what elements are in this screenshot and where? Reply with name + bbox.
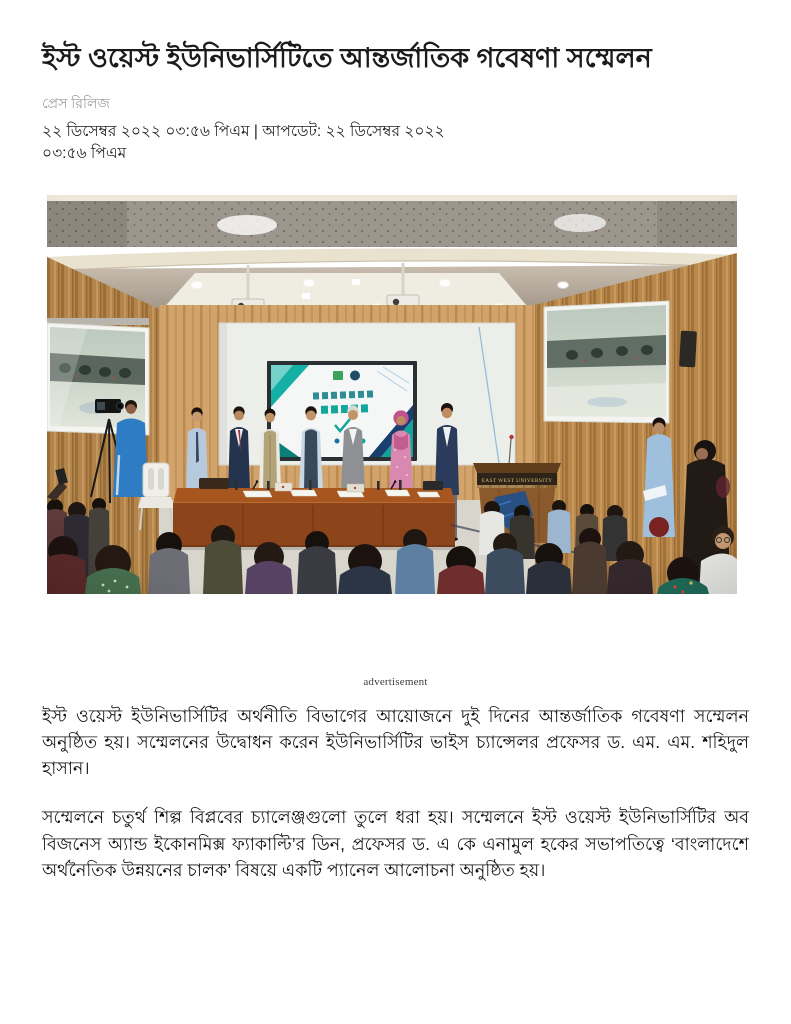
dateline-line2: ০৩:৫৬ পিএম bbox=[42, 145, 127, 163]
article-photo bbox=[47, 195, 737, 594]
photo-vignette bbox=[47, 195, 737, 594]
paragraph: সম্মেলনে চতুর্থ শিল্প বিপ্লবের চ্যালেঞ্জগুলো তুলে ধরা হয়। সম্মেলনে ইস্ট ওয়েস্ট ইউনিভার্সিটির অব বিজনেস অ্যান্ড ইকোনমিক্স ফ্যাকাল্টি’র ডিন, প্রফেসর ড. এ কে এনামুল হকের সভাপতিত্বে ‘বাংলাদেশে অর্থনৈতিক উন্নয়নের চালক’ বিষয়ে একটি প্যানেল আলোচনা অনুষ্ঠিত হয়। bbox=[42, 807, 749, 880]
dateline-line1: ২২ ডিসেম্বর ২০২২ ০৩:৫৬ পিএম | আপডেট: ২২ ডিসেম্বর ২০২২ bbox=[42, 122, 445, 140]
byline: প্রেস রিলিজ bbox=[42, 94, 110, 111]
paragraph: ইস্ট ওয়েস্ট ইউনিভার্সিটির অর্থনীতি বিভাগের আয়োজনে দুই দিনের আন্তর্জাতিক গবেষণা সম্মেলন অনুষ্ঠিত হয়। সম্মেলনের উদ্বোধন করেন ইউনিভার্সিটির ভাইস চ্যান্সেলর প্রফেসর ড. এম. এম. শহিদুল হাসান। bbox=[42, 705, 749, 779]
dateline bbox=[42, 121, 749, 166]
advertisement-label: advertisement bbox=[363, 675, 428, 688]
article-body bbox=[42, 703, 749, 884]
photo-scene-svg bbox=[47, 195, 737, 594]
page-title: ইস্ট ওয়েস্ট ইউনিভার্সিটিতে আন্তর্জাতিক গবেষণা সম্মেলন bbox=[42, 43, 652, 73]
